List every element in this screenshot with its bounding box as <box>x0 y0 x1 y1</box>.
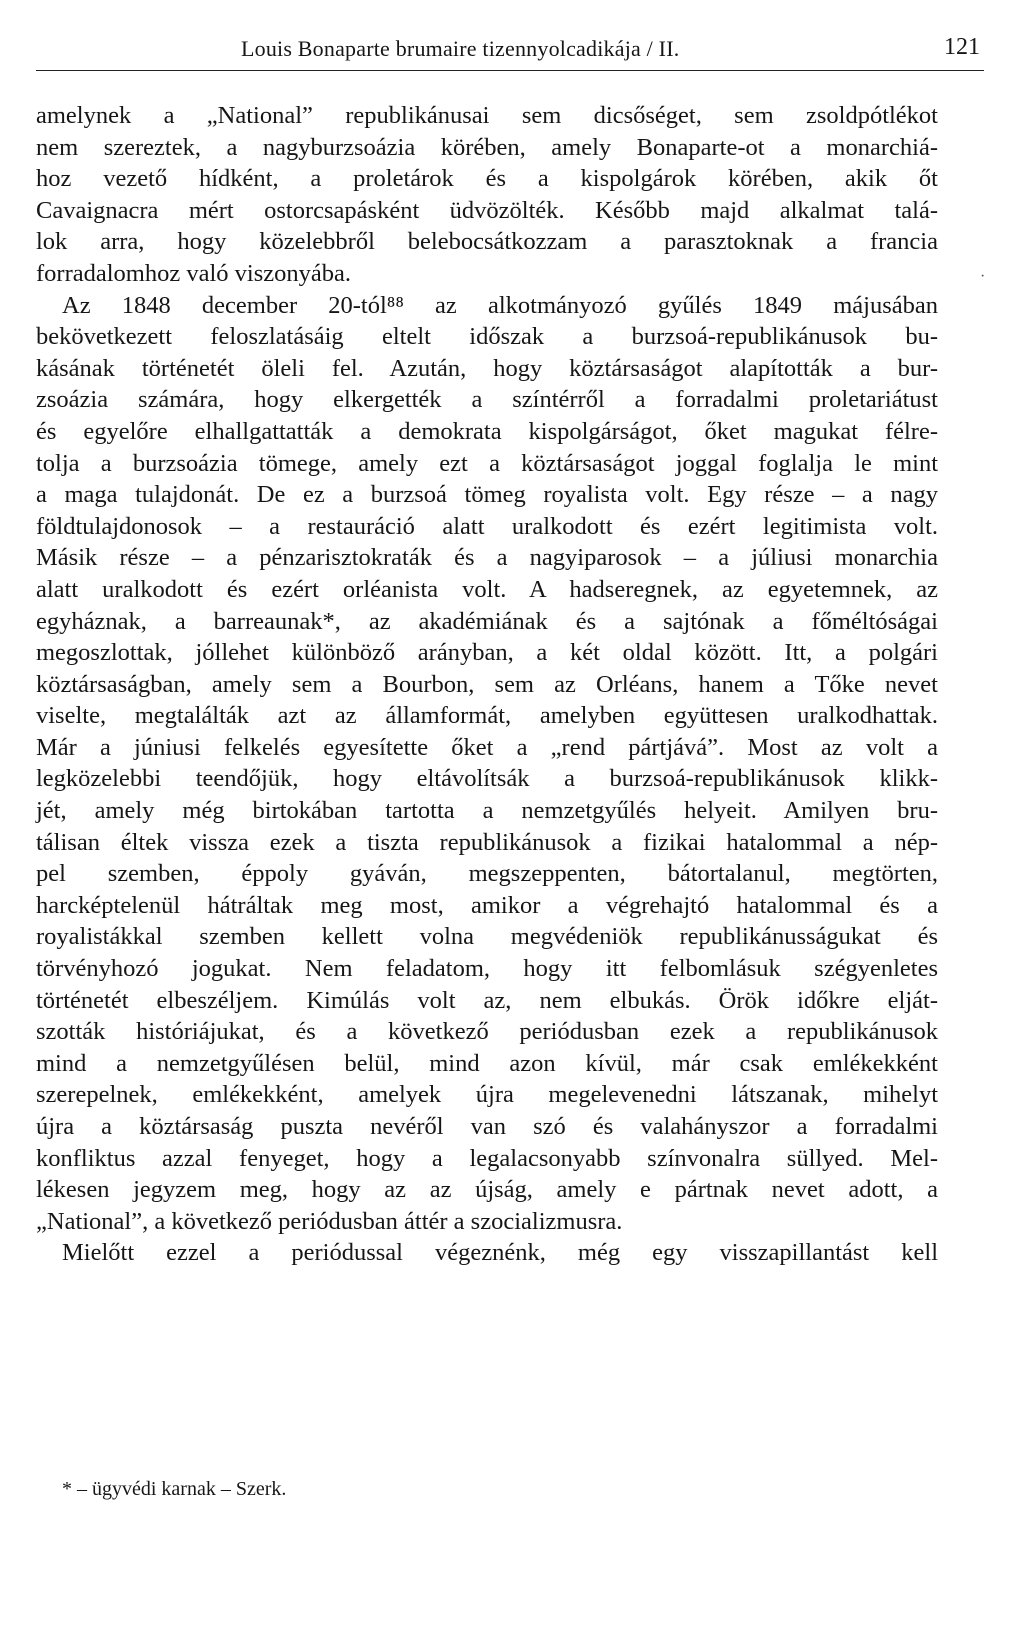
text-line: és egyelőre elhallgattatták a demokrata kispolgárságot, őket magukat félre- <box>36 417 938 445</box>
text-line: köztársaságban, amely sem a Bourbon, sem az Orléans, hanem a Tőke nevet <box>36 670 938 698</box>
text-line: újra a köztársaság puszta nevéről van szó és valahányszor a forradalmi <box>36 1113 938 1140</box>
text-line: Már a júniusi felkelés egyesítette őket a „rend pártjává”. Most az volt a <box>36 733 938 761</box>
text-line: jét, amely még birtokában tartotta a nemzetgyűlés helyeit. Amilyen bru- <box>36 797 938 825</box>
text-line: Cavaignacra mért ostorcsapásként üdvözölték. Később majd alkalmat talá- <box>36 196 938 224</box>
page-number: 121 <box>944 34 980 60</box>
text-line: földtulajdonosok – a restauráció alatt uralkodott és ezért legitimista volt. <box>36 512 938 540</box>
text-line: tálisan éltek vissza ezek a tiszta republikánusok a fizikai hatalommal a nép- <box>36 828 938 856</box>
text-line: megoszlottak, jóllehet különböző arányban, a két oldal között. Itt, a polgári <box>36 639 938 667</box>
text-line: nem szereztek, a nagyburzsoázia körében, amely Bonaparte-ot a monarchiá- <box>36 133 938 161</box>
text-line: viselte, megtalálták azt az államformát, amelyben együttesen uralkodhattak. <box>36 702 938 730</box>
text-line: royalistákkal szemben kellett volna megvédeniök republikánusságukat és <box>36 923 938 951</box>
text-line: hoz vezető hídként, a proletárok és a kispolgárok körében, akik őt <box>36 165 938 193</box>
margin-dot: · <box>980 268 986 285</box>
text-line: a maga tulajdonát. De ez a burzsoá tömeg royalista volt. Egy része – a nagy <box>36 481 938 509</box>
text-line: konfliktus azzal fenyeget, hogy a legalacsonyabb színvonalra süllyed. Mel- <box>36 1144 938 1172</box>
text-line: Az 1848 december 20-tól⁸⁸ az alkotmányozó gyűlés 1849 májusában <box>62 291 938 319</box>
text-line: tolja a burzsoázia tömege, amely ezt a köztársaságot joggal foglalja le mint <box>36 449 938 477</box>
text-line: bekövetkezett feloszlatásáig eltelt időszak a burzsoá-republikánusok bu- <box>36 323 938 351</box>
text-line: szották históriájukat, és a következő periódusban ezek a republikánusok <box>36 1018 938 1046</box>
running-head: Louis Bonaparte brumaire tizennyolcadikája / II. <box>241 36 680 61</box>
text-line: egyháznak, a barreaunak*, az akadémiának és a sajtónak a főméltóságai <box>36 607 938 635</box>
text-line: szerepelnek, emlékekként, amelyek újra megelevenedni látszanak, mihelyt <box>36 1081 938 1109</box>
footnote: * – ügyvédi karnak – Szerk. <box>62 1478 287 1500</box>
text-line: Másik része – a pénzarisztokraták és a nagyiparosok – a júliusi monarchia <box>36 544 938 572</box>
text-line: legközelebbi teendőjük, hogy eltávolítsák a burzsoá-republikánusok klikk- <box>36 765 938 793</box>
text-line: történetét elbeszéljem. Kimúlás volt az, nem elbukás. Örök időkre elját- <box>36 986 938 1014</box>
text-line: zsoázia számára, hogy elkergették a színtérről a forradalmi proletariátust <box>36 386 938 414</box>
text-line: Mielőtt ezzel a periódussal végeznénk, még egy visszapillantást kell <box>62 1239 938 1267</box>
text-line: kásának történetét öleli fel. Azután, hogy köztársaságot alapították a bur- <box>36 354 938 382</box>
text-line: „National”, a következő periódusban áttér a szocializmusra. <box>36 1207 623 1235</box>
text-line: amelynek a „National” republikánusai sem dicsőséget, sem zsoldpótlékot <box>36 102 938 129</box>
text-line: pel szemben, éppoly gyáván, megszeppenten, bátortalanul, megtörten, <box>36 860 938 888</box>
text-line: mind a nemzetgyűlésen belül, mind azon kívül, már csak emlékekként <box>36 1049 938 1077</box>
text-line: lok arra, hogy közelebbről belebocsátkozzam a parasztoknak a francia <box>36 228 938 256</box>
text-line: forradalomhoz való viszonyába. <box>36 259 351 287</box>
text-line: lékesen jegyzem meg, hogy az az újság, amely e pártnak nevet adott, a <box>36 1176 938 1204</box>
text-line: harcképtelenül hátráltak meg most, amikor a végrehajtó hatalommal és a <box>36 891 938 919</box>
text-line: alatt uralkodott és ezért orléanista volt. A hadseregnek, az egyetemnek, az <box>36 575 938 603</box>
text-line: törvényhozó jogukat. Nem feladatom, hogy itt felbomlásuk szégyenletes <box>36 955 938 983</box>
page-header <box>36 22 984 71</box>
body-text <box>36 100 938 1269</box>
